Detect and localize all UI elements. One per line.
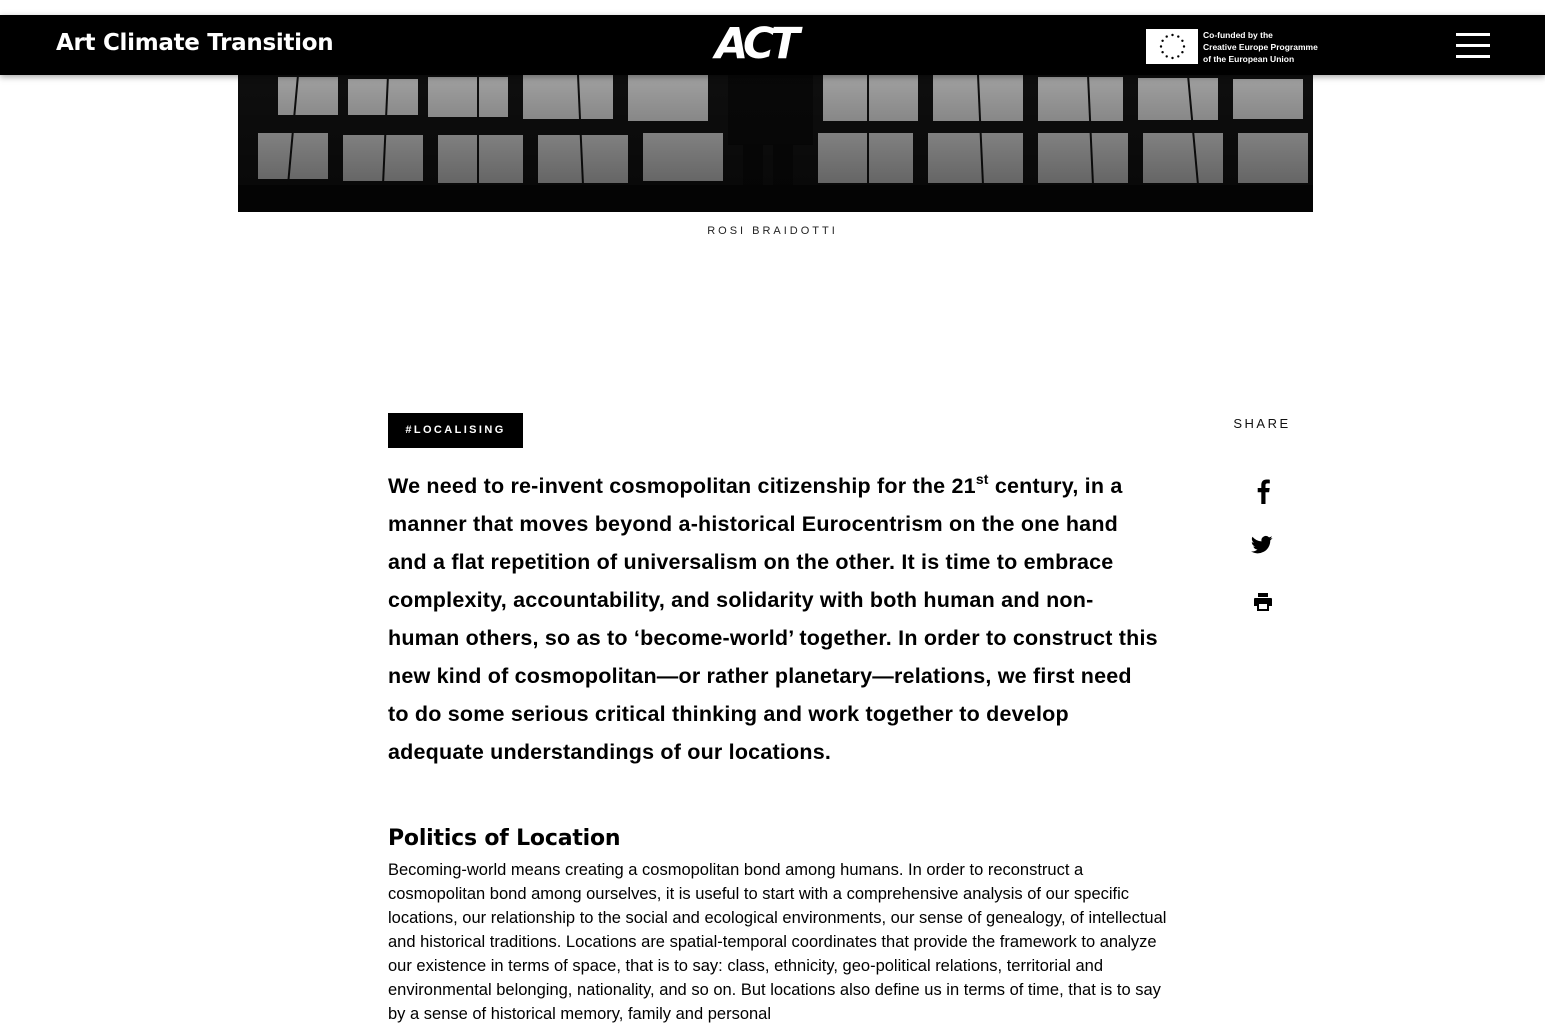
- lead-paragraph: [388, 467, 1158, 771]
- hamburger-menu-icon[interactable]: [1456, 33, 1490, 59]
- hero-image: [238, 75, 1313, 212]
- facebook-icon[interactable]: [1251, 478, 1275, 502]
- menu-bar: [1456, 55, 1490, 58]
- body-paragraph: Becoming-world means creating a cosmopolitan bond among humans. In order to reconstruct a cosmopolitan bond among ourselves, it is useful to start with a comprehensive analysis of our specific locations, our relationship to the social and ecological environments, our sense of genealogy, of intellectual and historical traditions. Locations are spatial-temporal coordinates that provide the framework to analyze our existence in terms of space, that is to say: class, ethnicity, geo-political relations, territorial and environmental belonging, nationality, and so on. But locations also define us in terms of time, that is to say by a sense of historical memory, family and personal: [388, 861, 1167, 1023]
- eu-funding-line: Co-funded by the: [1203, 30, 1273, 40]
- eu-funding-line: Creative Europe Programme: [1203, 42, 1318, 52]
- menu-bar: [1456, 33, 1490, 36]
- act-logo[interactable]: ACT: [715, 19, 796, 69]
- library-photo: [238, 75, 1313, 212]
- lead-text-part2: century, in a manner that moves beyond a-historical Eurocentrism on the one hand and a flat repetition of universalism on the other. It is time to embrace complexity, accountability, and solidarity with both human and non-human others, so as to ‘become-world’ together. In order to construct this new kind of cosmopolitan—or rather planetary—relations, we first need to do some serious critical thinking and work together to develop adequate understandings of our locations.: [388, 474, 1158, 764]
- eu-funding-badge: [1146, 29, 1336, 65]
- site-header: [0, 15, 1545, 75]
- site-title-link[interactable]: Art Climate Transition: [56, 30, 334, 56]
- lead-superscript: st: [975, 471, 989, 487]
- image-caption: ROSI BRAIDOTTI: [707, 225, 838, 237]
- eu-flag-icon: [1146, 29, 1198, 64]
- menu-bar: [1456, 44, 1490, 47]
- eu-funding-line: of the European Union: [1203, 54, 1295, 64]
- section-heading: Politics of Location: [388, 826, 621, 851]
- share-label: SHARE: [1233, 416, 1291, 431]
- tag-localising[interactable]: #LOCALISING: [388, 413, 523, 448]
- lead-text-part1: We need to re-invent cosmopolitan citizenship for the 21: [388, 474, 976, 498]
- twitter-icon[interactable]: [1251, 535, 1275, 559]
- eu-funding-text: [1203, 29, 1336, 65]
- eu-stars-circle: [1159, 33, 1186, 60]
- print-icon[interactable]: [1253, 592, 1277, 616]
